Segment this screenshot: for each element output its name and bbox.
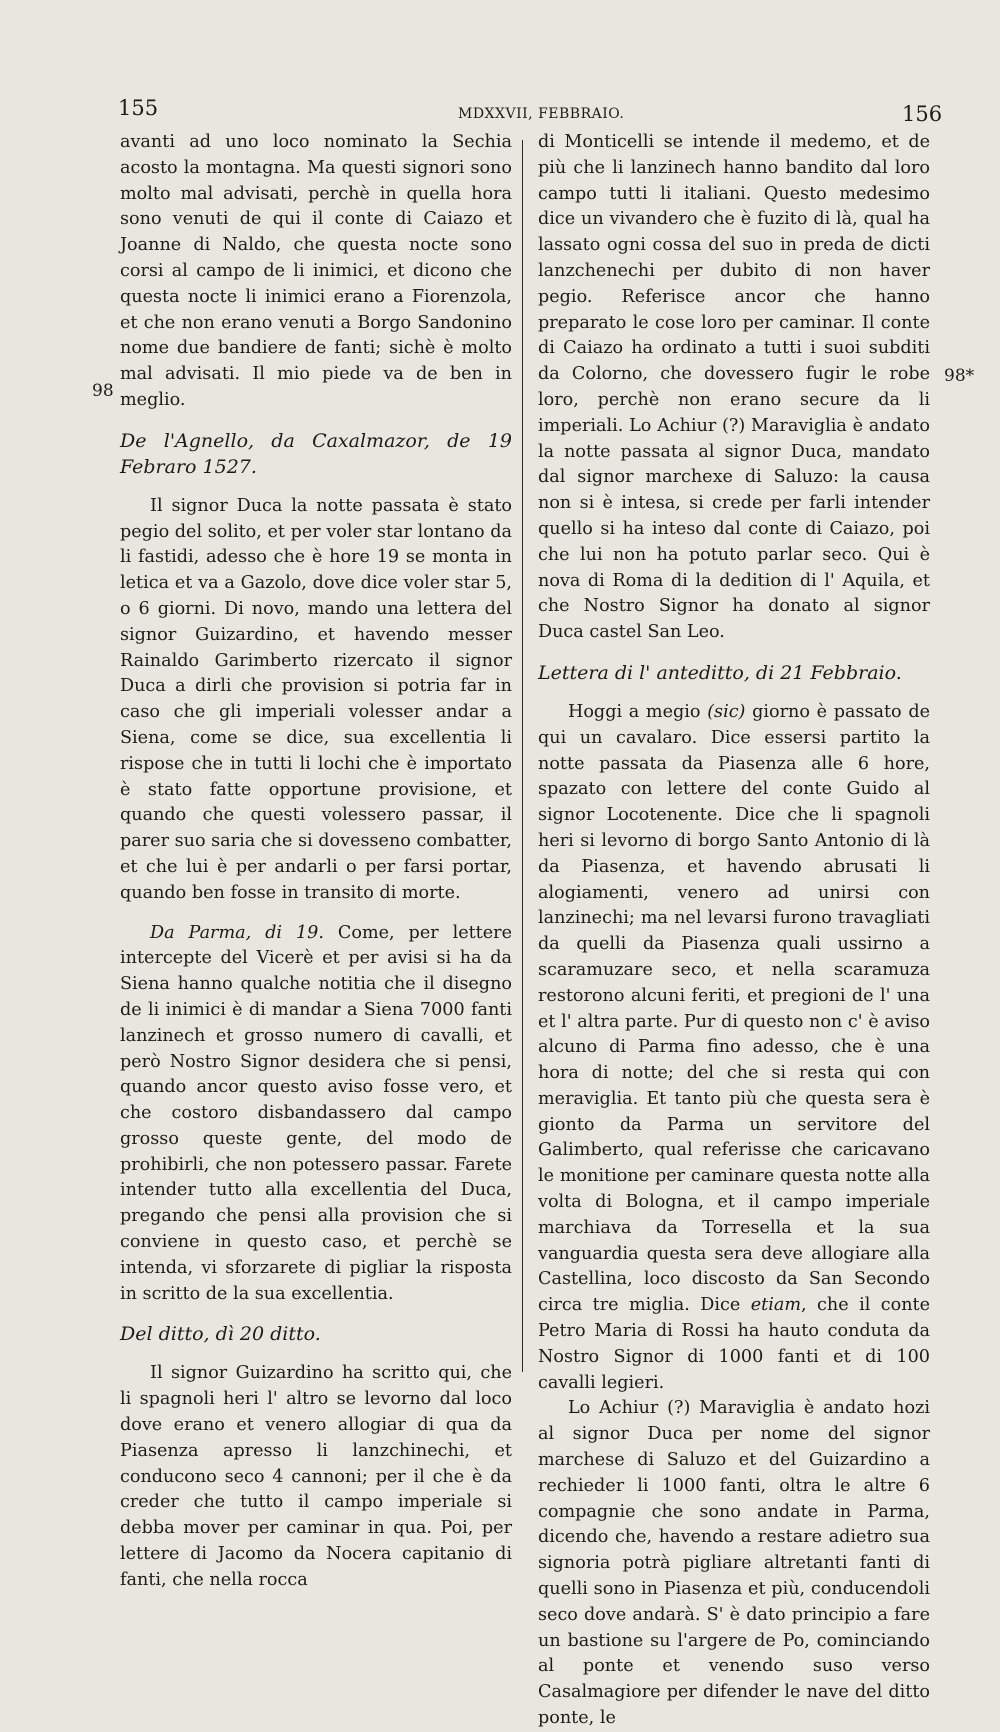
paragraph: Il signor Duca la notte passata è stato pegio del solito, et per voler star lontano da li fastidi, adesso che è hore 19 se monta in letica et va a Gazolo, dove dice voler star 5, o 6 giorni. Di novo, mando una lettera del signor Guizardino, et havendo messer Rainaldo Garimberto rizercato il signor Duca a dirli che provision si potria far in caso che gli imperiali volesser andar a Siena, come se dice, sua excellentia li rispose che in tutti li lochi che è importato è stato fatte opportune provisione, et quando che questi volessero passar, il parer suo saria che si dovesseno combatter, et che lui è per andarli o per farsi portar, quando ben fosse in transito di morte. <box>120 495 512 903</box>
paragraph-text: Come, per lettere intercepte del Vicerè et per avisi si ha da Siena hanno qualche notitia che il disegno de li inimici è di mandar a Siena 7000 fanti lanzinech et grosso numero di cavalli, et però Nostro Signor desidera che si pensi, quando ancor questo aviso fosse vero, et che costoro disbandassero dal campo grosso queste gente, del modo de prohibirli, che non potessero passar. Farete intender tutto alla excellentia del Duca, pregando che pensi alla provision che si conviene in questo caso, et perchè se intenda, vi sforzarete di pigliar la risposta in scritto de la sua excellentia. <box>120 922 512 1304</box>
paragraph-text: , che il conte Petro Maria di Rossi ha hauto conduta da Nostro Signor di 1000 fanti et di 100 cavalli legieri. <box>538 1295 931 1393</box>
page-number-left: 155 <box>118 96 159 120</box>
letter-heading-inline: Da Parma, di 19. <box>150 922 324 943</box>
letter-heading: Lettera di l' antedittо, di 21 Febbraio. <box>538 661 902 684</box>
right-column <box>538 130 930 1732</box>
letter-heading: De l'Agnello, da Caxalmazor, de 19 Febraro 1527. <box>120 429 512 478</box>
page-number-right: 156 <box>902 102 943 126</box>
column-divider <box>522 140 523 1372</box>
paragraph: Lo Achiur (?) Maraviglia è andato hozi al signor Duca per nome del signor marchese di Saluzo et del Guizardino a rechieder li 1000 fanti, oltra le altre 6 compagnie che sono andate in Parma, dicendo che, havendo a restare adietro sua signoria potrà pigliare altretanti fanti di quelli sono in Piasenza et più, conducendoli seco dove andarà. S' è dato principio a fare un bastione su l'argere de Po, cominciando al ponte et venendo suso verso Casalmagiore per difender le nave del ditto ponte, le <box>538 1398 930 1729</box>
paragraph: avanti ad uno loco nominato la Sechia acosto la montagna. Ma questi signori sono molto mal advisati, perchè in quella hora sono venuti de qui il conte di Caiazo et Joanne di Naldo, che questa nocte sono corsi al campo de li inimici, et dicono che questa nocte li inimici erano a Fiorenzola, et che non erano venuti a Borgo Sandonino nome due bandiere de fanti; sichè è molto mal advisati. Il mio piede va de ben in meglio. <box>120 132 512 410</box>
margin-note-right: 98* <box>944 366 975 386</box>
paragraph-text: giorno è passato de qui un cavalaro. Dice essersi partito la notte passata da Piasenza alle 6 hore, spazato con lettere del conte Guido al signor Locotenente. Dice che li spagnoli heri si levorno di borgo Santo Antonio di là da Piasenza, et havendo abrusati li alogiamenti, venero ad unirsi con lanzinechi; ma nel levarsi furono travagliati da quelli da Piasenza quali ussirno a scaramuzare seco, et nella scaramuza restorono alcuni feriti, et pregioni de l' una et l' altra parte. Pur di questo non c' è aviso alcuno di Parma fino adesso, che è una hora di notte; del che si resta qui con meraviglia. Et tanto più che questa sera è gionto da Parma un servitore del Galimberto, qual referisse che caricavano le monitione per caminare questa notte alla volta di Bologna, et il campo imperiale marchiava da Torresella et la sua vanguardia questa sera deve allogiare alla Castellina, loco discosto da San Secondo circa tre miglia. Dice <box>538 701 931 1316</box>
etiam-word: etiam <box>750 1295 802 1316</box>
margin-note-left: 98 <box>92 381 114 401</box>
sic-note: (sic) <box>707 701 746 722</box>
letter-heading: Del ditto, dì 20 ditto. <box>120 1323 321 1346</box>
paragraph: Il signor Guizardino ha scritto qui, che li spagnoli heri l' altro se levorno dal loco dove erano et venero allogiar di qua da Piasenza apresso li lanzchinechi, et conducono seco 4 cannoni; per il che è da creder che tutto il campo imperiale si debba mover per caminar in qua. Poi, per lettere di Jacomo da Nocera capitanio di fanti, che nella rocca <box>120 1363 512 1590</box>
left-column <box>120 130 512 1594</box>
running-title: MDXXVII, FEBBRAIO. <box>458 106 625 122</box>
paragraph-text: Hoggi a megio <box>568 701 708 722</box>
paragraph <box>538 700 930 1397</box>
paragraph <box>120 921 512 1308</box>
page-header <box>0 96 1000 126</box>
paragraph: di Monticelli se intende il medemo, et de più che li lanzinech hanno bandito dal loro campo tutti li italiani. Questo medesimo dice un vivandero che è fuzito di là, qual ha lassato ogni cossa del suo in preda de dicti lanzchenechi per dubito di non haver pegio. Referisce ancor che hanno preparato le cose loro per caminar. Il conte di Caiazo ha ordinato a tutti i suoi subditi da Colorno, che dovessero fugir le robe loro, perchè non erano secure da li imperiali. Lo Achiur (?) Maraviglia è andato la notte passata al signor Duca, mandato dal signor marchexe di Saluzo: la causa non si è intesa, si crede per farli intender quello si ha inteso dal conte di Caiazo, poi che lui non ha potuto parlar seco. Qui è nova di Roma di la dedition di l' Aquila, et che Nostro Signor ha donato al signor Duca castel San Leo. <box>538 132 930 643</box>
